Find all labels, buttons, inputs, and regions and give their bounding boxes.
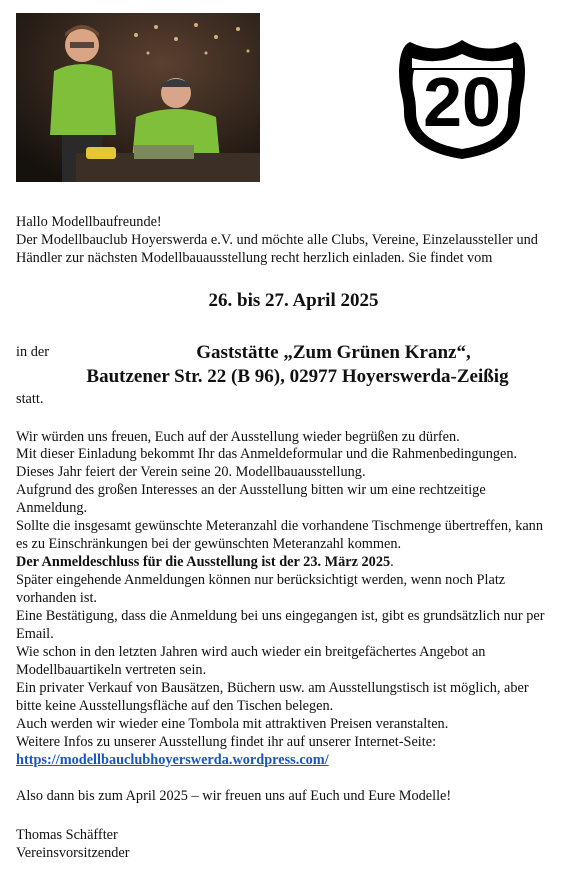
body-line: Wir würden uns freuen, Euch auf der Ausstellung wieder begrüßen zu dürfen.	[16, 429, 460, 445]
body-line: es zu Einschränkungen bei der gewünschten Meteranzahl kommen.	[16, 536, 402, 552]
body-line: vorhanden ist.	[16, 590, 97, 606]
shield-number: 20	[423, 63, 501, 141]
body-line: Dieses Jahr feiert der Verein seine 20. Modellbauausstellung.	[16, 464, 366, 480]
body-line: Aufgrund des großen Interesses an der Ausstellung bitten wir um eine rechtzeitige	[16, 482, 486, 498]
statt-label: statt.	[16, 391, 44, 407]
website-link[interactable]: https://modellbauclubhoyerswerda.wordpress.com/	[16, 752, 329, 768]
greeting: Hallo Modellbaufreunde!	[16, 214, 162, 230]
body-line: Email.	[16, 626, 54, 642]
event-date: 26. bis 27. April 2025	[208, 290, 379, 311]
club-members-photo	[16, 13, 260, 182]
closing-line: Also dann bis zum April 2025 – wir freuen uns auf Euch und Eure Modelle!	[16, 788, 452, 804]
deadline-dot: .	[390, 554, 394, 570]
body-line: Ein privater Verkauf von Bausätzen, Büchern usw. am Ausstellungstisch ist möglich, aber	[16, 680, 529, 696]
route-20-shield-icon	[398, 30, 527, 161]
body-line: Modellbauartikeln vertreten sein.	[16, 662, 207, 678]
body-line: Weitere Infos zu unserer Ausstellung findet ihr auf unserer Internet-Seite:	[16, 734, 437, 750]
in-der-label: in der	[16, 344, 49, 360]
body-line: Später eingehende Anmeldungen können nur berücksichtigt werden, wenn noch Platz	[16, 572, 506, 588]
intro-line: Händler zur nächsten Modellbauausstellung recht herzlich einladen. Sie findet vom	[16, 250, 493, 266]
website-line	[16, 752, 575, 769]
deadline-text: Der Anmeldeschluss für die Ausstellung ist der 23. März 2025	[16, 554, 391, 570]
deadline-line	[16, 554, 575, 571]
body-line: bitte keine Ausstellungsfläche auf den Tischen belegen.	[16, 698, 334, 714]
body-line: Auch werden wir wieder eine Tombola mit attraktiven Preisen veranstalten.	[16, 716, 449, 732]
body-line: Wie schon in den letzten Jahren wird auch wieder ein breitgefächertes Angebot an	[16, 644, 486, 660]
body-line: Eine Bestätigung, dass die Anmeldung bei uns eingegangen ist, gibt es grundsätzlich nur per	[16, 608, 545, 624]
body-line: Mit dieser Einladung bekommt Ihr das Anmeldeformular und die Rahmenbedingungen.	[16, 446, 518, 462]
venue-name: Gaststätte „Zum Grünen Kranz“,	[196, 342, 471, 363]
photo-illustration	[16, 13, 260, 182]
signer-role: Vereinsvorsitzender	[16, 845, 130, 861]
venue-address: Bautzener Str. 22 (B 96), 02977 Hoyerswerda-Zeißig	[86, 366, 509, 387]
body-line: Anmeldung.	[16, 500, 88, 516]
intro-line: Der Modellbauclub Hoyerswerda e.V. und möchte alle Clubs, Vereine, Einzelaussteller und	[16, 232, 538, 248]
body-line: Sollte die insgesamt gewünschte Meteranzahl die vorhandene Tischmenge übertreffen, kann	[16, 518, 543, 534]
signer-name: Thomas Schäffter	[16, 827, 118, 843]
